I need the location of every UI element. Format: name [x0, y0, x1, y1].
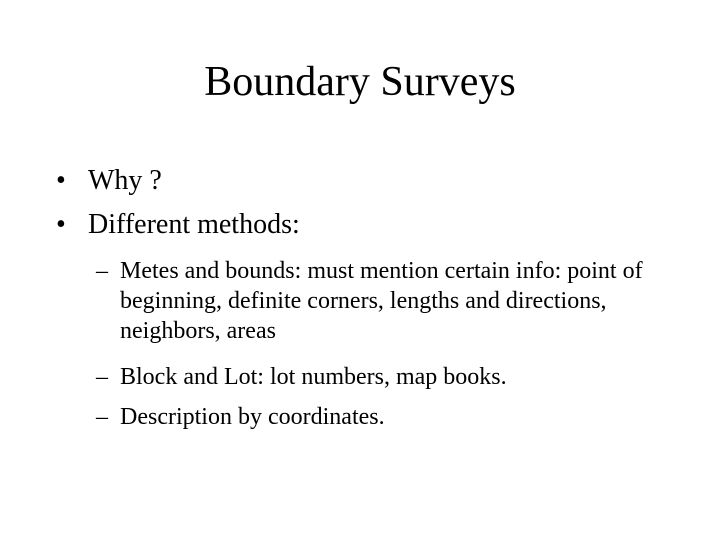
- sub-bullet-text: Description by coordinates.: [120, 404, 385, 430]
- bullet-marker: •: [56, 165, 66, 196]
- sub-bullet-metes-and-bounds: [96, 256, 676, 346]
- dash-marker: –: [96, 258, 108, 284]
- sub-bullet-text: Metes and bounds: must mention certain info: point of beginning, definite corners, lengths and directions, neighbors, areas: [120, 258, 643, 344]
- sub-bullet-text: Block and Lot: lot numbers, map books.: [120, 364, 507, 390]
- sub-bullet-coordinates: [96, 402, 676, 432]
- bullet-text: Different methods:: [88, 209, 300, 240]
- dash-marker: –: [96, 364, 108, 390]
- dash-marker: –: [96, 404, 108, 430]
- bullet-marker: •: [56, 209, 66, 240]
- bullet-text: Why ?: [88, 165, 162, 196]
- slide-title: Boundary Surveys: [204, 59, 516, 105]
- sub-bullet-block-and-lot: [96, 362, 676, 392]
